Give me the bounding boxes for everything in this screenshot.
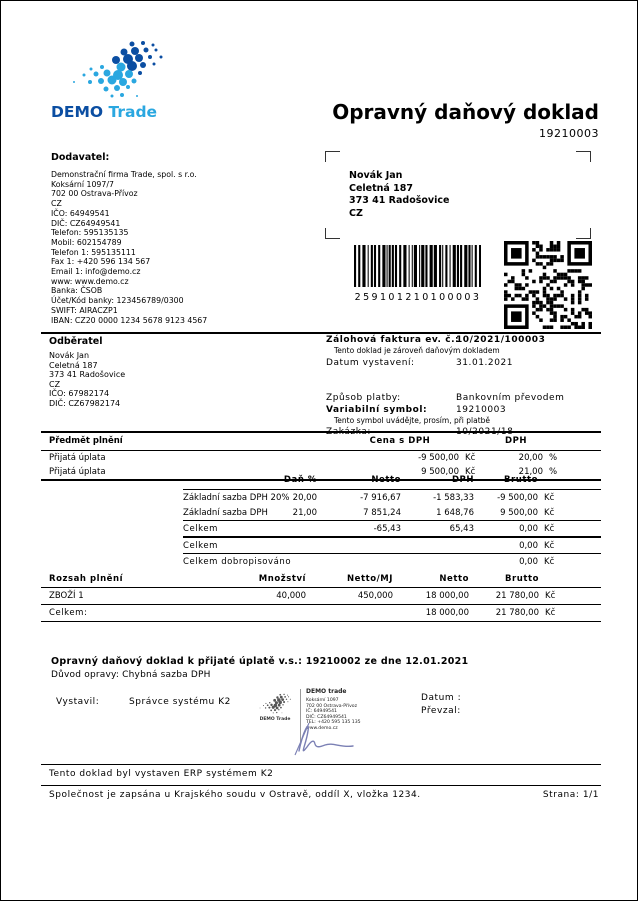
vat-total-brutto: 0,00 [474,521,538,538]
barcode-icon [354,245,482,287]
stamp-line: TEL: +420 595 135 135 [306,720,361,726]
col-quantity: Množství [221,571,306,588]
supplier-line: 702 00 Ostrava-Přívoz [51,189,138,199]
receipt-block [421,692,461,718]
supplier-line: Telefon 1: 595135111 [51,247,136,257]
payment-method-value: Bankovním převodem [456,392,565,403]
customer-label: Odběratel [49,336,103,347]
customer-line: CZ [49,379,61,389]
stamp-logo [253,693,297,722]
logo-dots-icon [67,39,167,105]
item-netto: 18 000,00 [393,588,469,605]
barcode-digits: 259101210100003 [354,292,482,303]
credited-total-currency: Kč [544,557,555,567]
items-total-currency: Kč [539,605,601,622]
stamp-logo-dots-icon [258,693,292,716]
payment-method-row [326,392,604,404]
vat-total-dph: 65,43 [401,521,474,538]
subject-vat-rate: 20,00 [518,453,543,463]
received-by-label: Převzal: [421,706,461,716]
advance-invoice-row [326,334,604,346]
supplier-line: Demonstrační firma Trade, spol. s r.o. [51,170,197,179]
items-total-row [41,605,601,622]
supplier-line: www: www.demo.cz [51,276,129,286]
supplier-line: IČO: 64949541 [51,208,110,218]
col-netto-unit: Netto/MJ [306,571,393,588]
subject-currency: Kč [465,467,476,477]
variable-symbol-note: Tento symbol uvádějte, prosím, při platbě [334,415,491,425]
barcode [353,245,483,303]
logo-wordmark [51,103,157,121]
item-qty: 40,000 [221,588,306,605]
advance-invoice-label: Zálohová faktura ev. č.: [326,335,460,345]
col-brutto-total: Brutto [469,571,539,588]
vat-row-netto: 7 851,24 [363,508,401,518]
vat-row-name: Základní sazba DPH 20% [183,493,290,503]
address-corner-top-left [325,151,340,162]
col-scope: Rozsah plnění [41,571,221,588]
items-total-label: Celkem: [41,605,221,622]
col-subject: Předmět plnění [41,432,341,451]
handwritten-signature-icon [293,717,371,757]
address-window [325,151,591,239]
stamp-company-name: DEMO trade [306,688,347,695]
credited-total-row [183,554,601,570]
col-tax-rate: Daň % [279,471,317,490]
vat-total-currency: Kč [538,521,601,538]
footer-rule-top [41,764,601,765]
page-indicator: Strana: 1/1 [542,790,599,800]
subject-currency: Kč [465,453,476,463]
supplier-block [51,152,291,325]
variable-symbol-label: Variabilní symbol: [326,404,428,415]
item-row [41,588,601,605]
document-title: Opravný daňový doklad [332,100,599,124]
vat-table-header [183,471,601,490]
vat-row-brutto: -9 500,00 [497,493,538,503]
supplier-line: Účet/Kód banky: 123456789/0300 [51,296,184,306]
items-table-header [41,571,601,588]
addressee-line: Novák Jan [349,170,403,181]
items-total-brutto: 21 780,00 [469,605,539,622]
grand-total-value: 0,00 [474,537,538,554]
payment-method-label: Způsob platby: [326,392,401,403]
supplier-line: Mobil: 602154789 [51,237,122,247]
variable-symbol-row [326,404,604,416]
logo-word-demo: DEMO [51,103,104,121]
meta-gap [326,369,604,392]
supplier-lines [51,170,291,325]
item-currency: Kč [539,588,601,605]
stamp-line: 702 00 Ostrava-Přívoz [306,703,358,709]
address-corner-bottom-right [576,228,591,239]
col-vat: DPH [489,432,543,451]
stamp-line: IČ: 64949541 [306,709,337,715]
supplier-line: Banka: ČSOB [51,286,103,296]
item-brutto: 21 780,00 [469,588,539,605]
col-netto-total: Netto [393,571,469,588]
issued-by-label: Vystavil: [56,697,100,707]
supplier-label: Dodavatel: [51,152,110,163]
document-number: 19210003 [539,127,599,140]
supplier-line: CZ [51,199,62,209]
company-stamp [251,685,383,755]
customer-line: Novák Jan [49,351,90,360]
col-dph: DPH [401,471,474,490]
stamp-line: DIČ: CZ64949541 [306,714,347,720]
supplier-line: Koksární 1097/7 [51,179,114,189]
vat-row-currency: Kč [544,508,555,518]
vat-row-netto: -7 916,67 [360,493,401,503]
subject-price: 9 500,00 [421,467,459,477]
vat-row-name: Základní sazba DPH [183,508,268,518]
stamp-line: Koksární 1097 [306,698,339,703]
grand-total-row [183,537,601,554]
stamp-brand: DEMO Trade [259,717,291,722]
supplier-line: Fax 1: +420 596 134 567 [51,257,151,267]
issue-date-label: Datum vystavení: [326,357,415,368]
title-block [332,101,599,140]
date-label: Datum : [421,693,462,703]
correction-title: Opravný daňový doklad k přijaté úplatě v.s.: 19210002 ze dne 12.01.2021 [51,656,469,667]
issue-date-value: 31.01.2021 [456,357,514,368]
items-table [41,571,601,622]
company-logo [51,37,171,129]
variable-symbol-value: 19210003 [456,404,507,415]
erp-note: Tento doklad byl vystaven ERP systémem K2 [49,769,274,779]
supplier-line: DIČ: CZ64949541 [51,218,121,228]
correction-reason: Důvod opravy: Chybná sazba DPH [51,670,211,680]
vat-row-brutto: 9 500,00 [500,508,538,518]
item-unit-price: 450,000 [306,588,393,605]
subject-name: Přijatá úplata [49,467,106,477]
advance-invoice-note: Tento doklad je zároveň daňovým dokladem [334,346,500,355]
advance-invoice-value: 10/2021/100003 [456,335,546,345]
col-brutto: Brutto [474,471,538,490]
addressee-line: 373 41 Radošovice [349,195,450,207]
vat-row [183,505,601,521]
subject-price: -9 500,00 [418,453,459,463]
addressee-line: Celetná 187 [349,182,413,194]
address-corner-bottom-left [325,228,340,239]
subject-name: Přijatá úplata [49,453,106,463]
issued-by-value: Správce systému K2 [129,697,231,707]
vat-row-rate: 21,00 [292,508,317,518]
address-corner-top-right [576,151,591,162]
correction-block [51,656,591,680]
order-label: Zakázka: [326,427,371,437]
customer-line: IČO: 67982174 [49,389,110,399]
addressee-line: CZ [349,207,363,219]
subject-vat-pct: % [549,467,558,477]
issue-date-row [326,357,604,369]
subject-table-header [41,432,601,451]
vat-row [183,490,601,506]
customer-line: Celetná 187 [49,360,98,370]
item-name: ZBOŽÍ 1 [41,588,221,605]
col-netto: Netto [317,471,401,490]
addressee [349,170,449,220]
items-total-netto: 18 000,00 [393,605,469,622]
logo-word-trade: Trade [108,103,158,121]
vat-total-label: Celkem [183,521,279,538]
credited-total-value: 0,00 [519,557,538,567]
vat-summary-table [183,471,601,569]
vat-row-dph: 1 648,76 [436,508,474,518]
supplier-line: Email 1: info@demo.cz [51,267,141,277]
supplier-line: IBAN: CZ20 0000 1234 5678 9123 4567 [51,315,208,325]
supplier-line: SWIFT: AIRACZP1 [51,305,118,315]
registry-note: Společnost je zapsána u Krajského soudu v Ostravě, oddíl X, vložka 1234. [49,790,421,800]
order-value: 10/2021/18 [456,427,514,437]
customer-line: DIČ: CZ67982174 [49,398,121,408]
stamp-line: www.demo.cz [306,725,338,731]
supplier-line: Telefon: 595135135 [51,228,129,238]
subject-row [41,451,601,466]
qr-code-icon [504,241,592,329]
grand-total-currency: Kč [538,537,601,554]
vat-total-netto: -65,43 [317,521,401,538]
subject-vat-rate: 21,00 [518,467,543,477]
vat-row-currency: Kč [544,493,555,503]
col-price-incl-vat: Cena s DPH [341,432,459,451]
footer-rule-bottom [41,785,601,786]
invoice-meta [326,334,604,438]
vat-row-rate: 20,00 [292,493,317,503]
credited-total-label: Celkem dobropisováno [183,557,292,567]
grand-total-label: Celkem [183,537,279,554]
vat-row-dph: -1 583,33 [433,493,474,503]
vat-total-row [183,521,601,538]
customer-block [49,336,289,409]
customer-lines [49,351,289,409]
subject-vat-pct: % [549,453,558,463]
customer-line: 373 41 Radošovice [49,370,126,380]
